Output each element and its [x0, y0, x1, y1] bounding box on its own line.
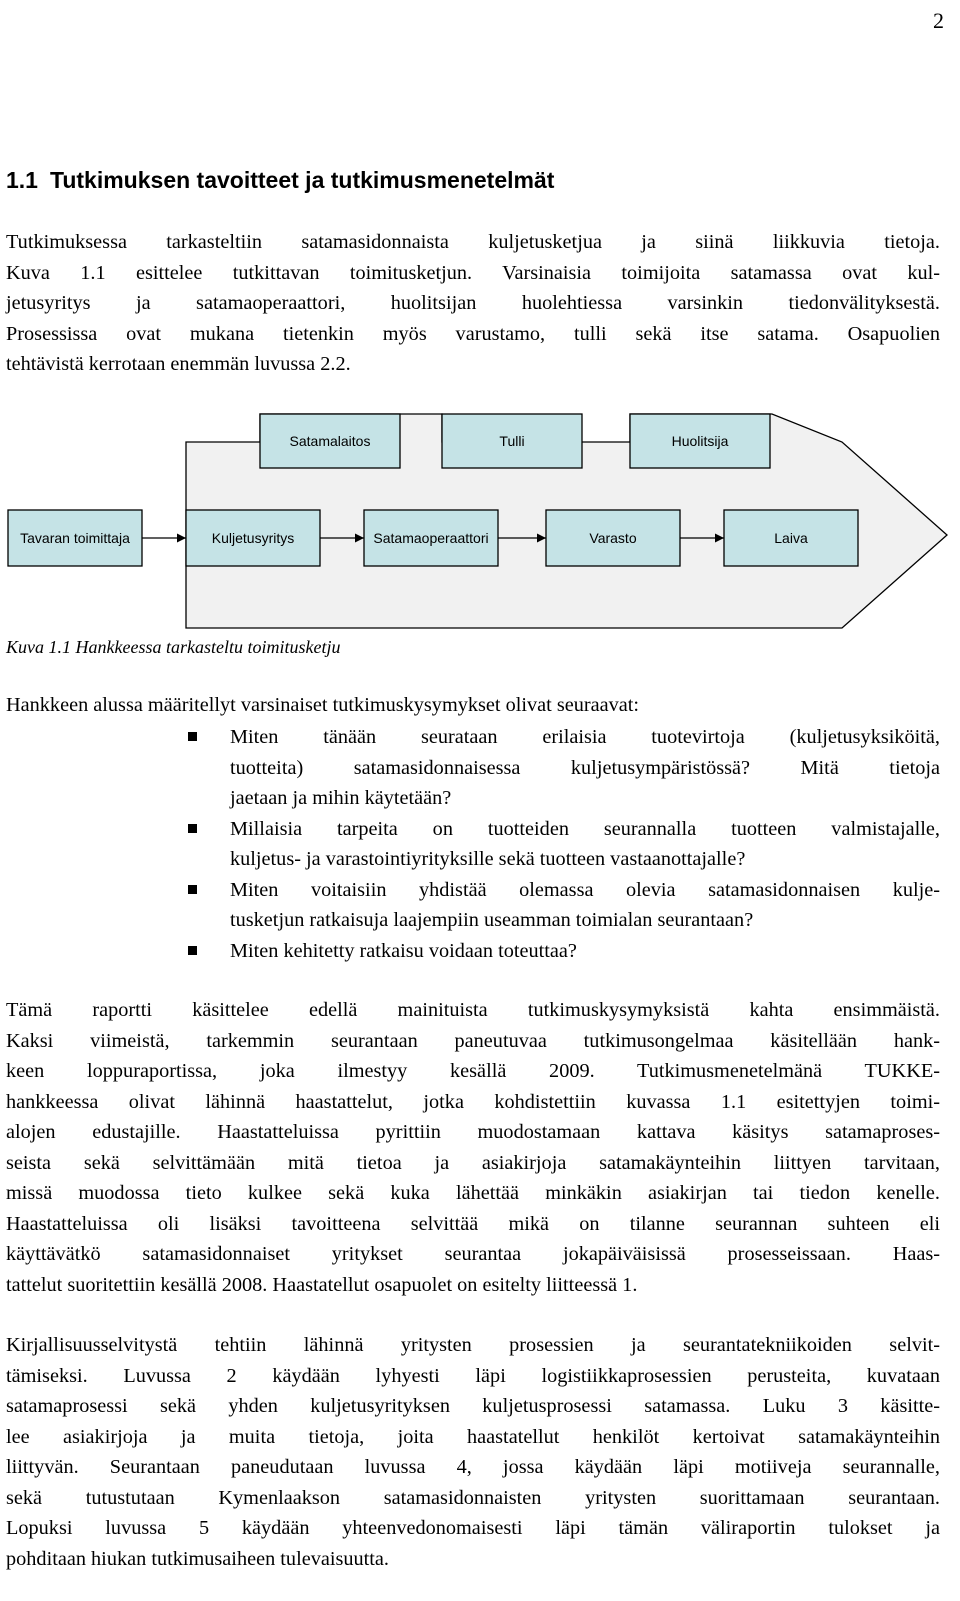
actor-box-top — [260, 414, 400, 468]
actor-box-top — [630, 414, 770, 468]
box-label: Kuljetusyritys — [211, 530, 295, 546]
research-question — [188, 814, 940, 875]
bullet-square-icon — [188, 732, 197, 741]
actor-box-bottom — [364, 510, 498, 566]
text-line: Prosessissa ovat mukana tietenkin myös varustamo, tulli sekä itse satama. Osapuolien — [6, 322, 940, 345]
question-line: Miten tänään seurataan erilaisia tuotevirtoja (kuljetusyksiköitä, — [230, 726, 940, 748]
question-line: kuljetus- ja varastointiyrityksille sekä tuotteen vastaanottajalle? — [230, 848, 746, 870]
bullet-square-icon — [188, 885, 197, 894]
text-line: lee asiakirjoja ja muita tietoja, joita haastatellut henkilöt kertoivat satamakäynteihin — [6, 1425, 940, 1448]
text-line: jetusyritys ja satamaoperaattori, huolitsijan huolehtiessa varsinkin tiedonvälityksestä. — [6, 292, 940, 314]
intro-paragraph — [6, 227, 940, 380]
text-line: Tämä raportti käsittelee edellä mainituista tutkimuskysymyksistä kahta ensimmäistä. — [6, 999, 940, 1021]
page-number: 2 — [933, 8, 944, 33]
research-questions — [188, 722, 940, 966]
box-label: Huolitsija — [671, 433, 729, 449]
section-number: 1.1 — [6, 167, 38, 193]
text-line: Tutkimuksessa tarkasteltiin satamasidonnaista kuljetusketjua ja siinä liikkuvia tietoja. — [6, 231, 940, 253]
research-question — [188, 936, 940, 967]
text-line: pohditaan hiukan tutkimusaiheen tulevaisuutta. — [6, 1547, 390, 1570]
actor-box-bottom — [186, 510, 320, 566]
box-label: Tulli — [499, 433, 525, 449]
text-line: tehtävistä kerrotaan enemmän luvussa 2.2. — [6, 353, 351, 375]
question-line: Miten voitaisiin yhdistää olemassa olevia satamasidonnaisen kulje- — [230, 878, 940, 901]
box-label: Laiva — [774, 530, 808, 546]
box-label: Satamaoperaattori — [373, 530, 489, 546]
question-line: Millaisia tarpeita on tuotteiden seurannalla tuotteen valmistajalle, — [230, 817, 940, 840]
text-line: Kaksi viimeistä, tarkemmin seurantaan paneutuvaa tutkimusongelmaa käsitellään hank- — [6, 1029, 940, 1052]
text-line: Lopuksi luvussa 5 käydään yhteenvedonomaisesti läpi tämän väliraportin tulokset ja — [6, 1517, 940, 1539]
text-line: alojen edustajille. Haastatteluissa pyrittiin muodostamaan kattava käsitys satamaproses- — [6, 1121, 940, 1143]
box-label: Tavaran toimittaja — [20, 530, 130, 546]
actor-box-top — [442, 414, 582, 468]
actor-box-bottom — [724, 510, 858, 566]
supply-chain-diagram — [0, 400, 960, 640]
text-line: tattelut suoritettiin kesällä 2008. Haastatellut osapuolet on esitelty liitteessä 1. — [6, 1273, 638, 1296]
questions-intro: Hankkeen alussa määritellyt varsinaiset tutkimuskysymykset olivat seuraavat: — [6, 694, 640, 716]
research-question — [188, 722, 940, 814]
text-line: Kuva 1.1 esittelee tutkittavan toimitusketjun. Varsinaisia toimijoita satamassa ovat kul- — [6, 261, 940, 284]
research-question — [188, 875, 940, 936]
text-line: keen loppuraportissa, joka ilmestyy kesällä 2009. Tutkimusmenetelmänä TUKKE- — [6, 1060, 940, 1082]
question-line: Miten kehitetty ratkaisu voidaan toteuttaa? — [230, 939, 577, 962]
paragraph-3 — [6, 1330, 940, 1574]
section-title: Tutkimuksen tavoitteet ja tutkimusmenetelmät — [50, 167, 555, 193]
text-line: Kirjallisuusselvitystä tehtiin lähinnä yritysten prosessien ja seurantatekniikoiden selvit- — [6, 1334, 940, 1356]
text-line: seista sekä selvittämään mitä tietoa ja asiakirjoja satamakäynteihin liittyen tarvitaan, — [6, 1151, 940, 1174]
actor-box-bottom — [546, 510, 680, 566]
actor-box-bottom — [8, 510, 142, 566]
text-line: tämiseksi. Luvussa 2 käydään lyhyesti läpi logistiikkaprosessien perusteita, kuvataan — [6, 1364, 940, 1387]
text-line: satamaprosessi sekä yhden kuljetusyrityksen kuljetusprosessi satamassa. Luku 3 käsitte- — [6, 1395, 940, 1417]
bullet-square-icon — [188, 946, 197, 955]
text-line: sekä tutustutaan Kymenlaakson satamasidonnaisten yritysten suorittamaan seurantaan. — [6, 1486, 940, 1509]
box-label: Satamalaitos — [289, 433, 371, 449]
bullet-square-icon — [188, 824, 197, 833]
question-line: tuotteita) satamasidonnaisessa kuljetusympäristössä? Mitä tietoja — [230, 756, 940, 779]
text-line: hankkeessa olivat lähinnä haastattelut, jotka kohdistettiin kuvassa 1.1 esitettyjen toimi- — [6, 1090, 940, 1113]
text-line: käyttävätkö satamasidonnaiset yritykset seurantaa jokapäiväisissä prosesseissaan. Haas- — [6, 1243, 940, 1265]
figure-caption: Kuva 1.1 Hankkeessa tarkasteltu toimitusketju — [6, 637, 341, 657]
box-label: Varasto — [589, 530, 637, 546]
text-line: Haastatteluissa oli lisäksi tavoitteena selvittää mikä on tilanne seurannan suhteen eli — [6, 1212, 940, 1235]
question-line: jaetaan ja mihin käytetään? — [230, 787, 452, 809]
section-heading — [6, 167, 554, 194]
paragraph-2 — [6, 995, 940, 1300]
text-line: liittyvän. Seurantaan paneudutaan luvussa 4, jossa käydään läpi motiiveja seurannalle, — [6, 1456, 940, 1478]
text-line: missä muodossa tieto kulkee sekä kuka lähettää minkäkin asiakirjan tai tiedon kenelle. — [6, 1182, 940, 1204]
question-line: tusketjun ratkaisuja laajempiin useamman toimialan seurantaan? — [230, 909, 754, 931]
